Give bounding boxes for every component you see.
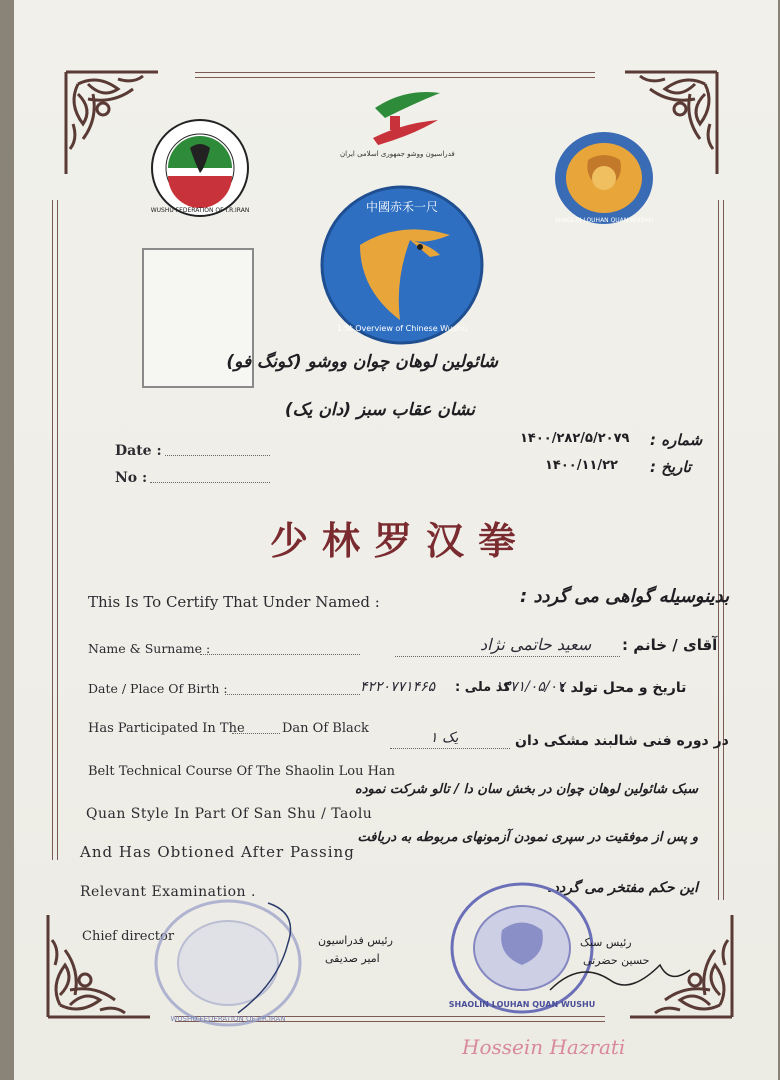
badge-title-fa: نشان عقاب سبز (دان یک) bbox=[284, 400, 475, 420]
chief-director-label: Chief director bbox=[82, 929, 175, 944]
style-head-title: رئیس سبک bbox=[580, 936, 632, 949]
federation-head-name: امیر صدیقی bbox=[325, 952, 380, 965]
certify-text-fa: بدینوسیله گواهی می گردد : bbox=[520, 586, 730, 607]
birth-value-fa: ۱۳۷۱/۰۵/۰۷ bbox=[495, 679, 565, 695]
persian-line-3: و پس از موفقیت در سپری نمودن آزمونهای مربوطه به دریافت bbox=[357, 830, 698, 845]
federation-seal-text: WUSHU FEDERATION OF I.R.IRAN bbox=[150, 207, 250, 214]
date-label: Date : bbox=[115, 443, 162, 459]
birth-dotted-line bbox=[225, 694, 360, 695]
center-seal-chinese-text: 中國赤禾一尺 bbox=[365, 200, 439, 214]
iran-flag-emblem bbox=[365, 88, 445, 148]
federation-stamp bbox=[148, 893, 308, 1033]
frame-right-border bbox=[718, 200, 724, 900]
date-value-fa: ۱۴۰۰/۱۱/۲۲ bbox=[545, 458, 618, 473]
birth-label-fa: تاریخ و محل تولد : bbox=[560, 680, 687, 696]
name-value-fa: سعید حاتمی نژاد bbox=[480, 635, 592, 654]
number-value: ۱۴۰۰/۲۸۲/۵/۲۰۷۹ bbox=[520, 431, 630, 446]
chinese-wushu-eagle-seal bbox=[320, 185, 485, 345]
date-label-fa: تاریخ : bbox=[650, 458, 692, 476]
federation-head-title: رئیس فدراسیون bbox=[318, 934, 393, 947]
frame-top-border bbox=[195, 72, 595, 78]
participated-line-1b: Dan Of Black bbox=[282, 721, 369, 736]
national-code-label-fa: کد ملی : bbox=[455, 680, 511, 695]
participated-line-2: Belt Technical Course Of The Shaolin Lou Han bbox=[88, 764, 396, 779]
federation-stamp-text: WUSHU FEDERATION OF I.R.IRAN bbox=[170, 1015, 286, 1023]
frame-left-border bbox=[52, 200, 58, 860]
dan-fa-dotted-line bbox=[390, 748, 510, 749]
wushu-federation-logo bbox=[150, 118, 250, 218]
dan-dotted-line bbox=[232, 733, 280, 734]
name-dotted-line bbox=[200, 654, 360, 655]
number-label-fa: شماره : bbox=[650, 431, 703, 449]
national-code-value: ۴۲۲۰۷۷۱۴۶۵ bbox=[360, 679, 436, 695]
persian-line-2: سبک شائولین لوهان چوان در بخش سان دا / تالو شرکت نموده bbox=[354, 782, 698, 797]
shaolin-louhan-quan-logo bbox=[553, 130, 655, 226]
chinese-title: 少林罗汉拳 bbox=[269, 518, 530, 563]
name-label-fa: آقای / خانم : bbox=[622, 636, 718, 654]
persian-line-4: این حکم مفتخر می گردد. bbox=[547, 880, 698, 896]
right-seal-text: SHAOLIN LOUHAN QUAN WUSHU bbox=[554, 217, 654, 224]
style-head-signature bbox=[545, 950, 695, 1010]
style-head-name: حسین حضرتی bbox=[583, 954, 650, 967]
date-dotted-line bbox=[165, 455, 270, 456]
top-federation-caption: فدراسیون ووشو جمهوری اسلامی ایران bbox=[340, 150, 455, 158]
persian-line-1: در دوره فنی شالبند مشکی دان bbox=[515, 733, 729, 749]
center-seal-english-text: 1 St Overview of Chinese Wushu bbox=[336, 324, 468, 333]
no-dotted-line bbox=[150, 482, 270, 483]
participated-line-5: Relevant Examination . bbox=[80, 884, 256, 900]
participated-line-1: Has Participated In The bbox=[88, 721, 245, 736]
name-label: Name & Surname : bbox=[88, 641, 211, 656]
no-label: No : bbox=[115, 470, 148, 486]
name-fa-dotted-line bbox=[395, 656, 620, 657]
bottom-left-corner-ornament bbox=[40, 905, 160, 1025]
participated-line-3: Quan Style In Part Of San Shu / Taolu bbox=[86, 806, 373, 822]
shaolin-stamp-text: SHAOLIN LOUHAN QUAN WUSHU bbox=[448, 1000, 596, 1009]
style-title-fa: شائولین لوهان چوان ووشو (کونگ فو) bbox=[226, 352, 498, 372]
birth-label: Date / Place Of Birth : bbox=[88, 681, 228, 696]
handwritten-signature-name: Hossein Hazrati bbox=[462, 1035, 626, 1059]
certify-text: This Is To Certify That Under Named : bbox=[88, 593, 380, 611]
persian-line-1-value: یک ۱ bbox=[430, 730, 459, 746]
participated-line-4: And Has Obtioned After Passing bbox=[80, 843, 355, 861]
